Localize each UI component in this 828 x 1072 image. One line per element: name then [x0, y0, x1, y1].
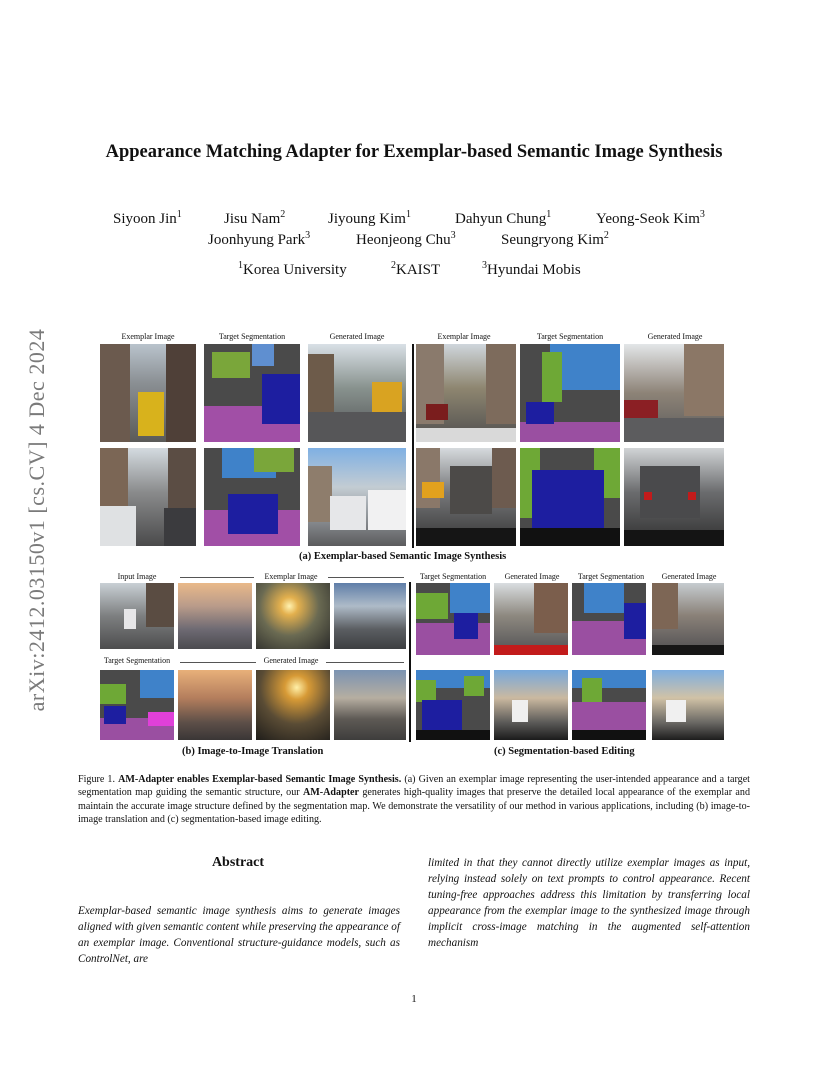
- author-7: [356, 230, 456, 249]
- exemplar-image: [100, 448, 196, 546]
- generated-image: [652, 670, 724, 740]
- generated-image: [624, 448, 724, 546]
- author-sup: 3: [305, 230, 311, 241]
- generated-image: [256, 670, 330, 740]
- caption-bold: AM-Adapter: [302, 787, 360, 799]
- author-name: Yeong-Seok Kim: [596, 211, 700, 227]
- affiliation-name: KAIST: [396, 262, 441, 278]
- affiliation-sup: 2: [391, 260, 396, 271]
- exemplar-image: [416, 344, 516, 442]
- author-name: Jiyoung Kim: [328, 211, 406, 227]
- page-number: 1: [411, 993, 417, 1005]
- input-image: [100, 583, 174, 649]
- target-segmentation: [204, 448, 300, 546]
- affiliation-sup: 1: [238, 260, 243, 271]
- affiliation-1: [238, 260, 347, 279]
- author-name: Jisu Nam: [224, 211, 281, 227]
- col-label-target-2: Target Segmentation: [536, 332, 604, 341]
- caption-text: generates high-quality images that preserve the detailed local appearance of the exemplar and maintain the accurate image structure defined by the segmentation map. We demonstrate the versatility of our method in various applications, including (b) image-to-image translation and (c) segmentation-based image editing.: [78, 787, 750, 826]
- caption-b: (b) Image-to-Image Translation: [182, 746, 324, 757]
- paper-title: Appearance Matching Adapter for Exemplar-based Semantic Image Synthesis: [105, 142, 723, 162]
- author-6: [208, 230, 310, 249]
- abstract-heading: Abstract: [211, 855, 265, 870]
- author-name: Joonhyung Park: [208, 232, 306, 248]
- label-generated-image: Generated Image: [661, 572, 717, 581]
- exemplar-image: [334, 583, 406, 649]
- affiliation-2: [391, 260, 440, 279]
- label-target-segmentation: Target Segmentation: [577, 572, 645, 581]
- affiliation-sup: 3: [482, 260, 487, 271]
- figure-divider: [412, 344, 414, 548]
- target-segmentation: [572, 583, 646, 655]
- figure-caption: [78, 773, 750, 827]
- bracket-line: [180, 577, 254, 578]
- bracket-line: [326, 662, 404, 663]
- caption-bold: AM-Adapter enables Exemplar-based Semantic Image Synthesis.: [118, 774, 402, 785]
- author-sup: 2: [603, 230, 609, 241]
- label-target-segmentation: Target Segmentation: [103, 656, 171, 665]
- author-sup: 1: [546, 209, 552, 220]
- right-column-text: limited in that they cannot directly utilize exemplar images as input, relying instead solely on text prompts to control appearance. Recent tuning-free approaches address this limitation by transferring local appearance from the exemplar image to the synthesized image through implicit cross-image matching in the augmented self-attention mechanism: [428, 857, 750, 949]
- col-label-generated-2: Generated Image: [647, 332, 703, 341]
- arxiv-stamp: arXiv:2412.03150v1 [cs.CV] 4 Dec 2024: [24, 328, 49, 712]
- generated-image: [178, 670, 252, 740]
- author-sup: 3: [699, 209, 705, 220]
- caption-prefix: Figure 1.: [78, 774, 119, 785]
- generated-image: [308, 344, 406, 442]
- col-label-target-1: Target Segmentation: [218, 332, 286, 341]
- label-generated-image: Generated Image: [263, 656, 319, 665]
- author-1: [113, 209, 182, 228]
- generated-image: [334, 670, 406, 740]
- label-exemplar-image: Exemplar Image: [264, 572, 318, 581]
- target-segmentation: [100, 670, 174, 740]
- exemplar-image: [178, 583, 252, 649]
- exemplar-image: [256, 583, 330, 649]
- col-label-exemplar-2: Exemplar Image: [437, 332, 491, 341]
- affiliation-3: [482, 260, 581, 279]
- author-sup: 1: [176, 209, 182, 220]
- author-name: Dahyun Chung: [455, 211, 547, 227]
- author-sup: 2: [280, 209, 286, 220]
- author-name: Siyoon Jin: [113, 211, 177, 227]
- caption-text: (a) Given an exemplar image representing the user-intended appearance and a target segmentation map guiding the semantic structure, our: [78, 774, 750, 799]
- exemplar-image: [100, 344, 196, 442]
- author-3: [328, 209, 411, 228]
- author-sup: 3: [450, 230, 456, 241]
- abstract-text: Exemplar-based semantic image synthesis aims to generate images aligned with given semantic content while preserving the appearance of an exemplar image. Conventional structure-guidance models, such as ControlNet, are: [78, 905, 400, 965]
- bracket-line: [328, 577, 404, 578]
- bracket-line: [180, 662, 256, 663]
- author-4: [455, 209, 551, 228]
- generated-image: [624, 344, 724, 442]
- target-segmentation: [520, 344, 620, 442]
- label-target-segmentation: Target Segmentation: [419, 572, 487, 581]
- caption-c: (c) Segmentation-based Editing: [494, 746, 635, 757]
- author-5: [596, 209, 705, 228]
- author-2: [224, 209, 285, 228]
- author-sup: 1: [405, 209, 411, 220]
- col-label-generated-1: Generated Image: [329, 332, 385, 341]
- author-8: [501, 230, 609, 249]
- target-segmentation: [204, 344, 300, 442]
- exemplar-image: [416, 448, 516, 546]
- affiliation-name: Korea University: [243, 262, 347, 278]
- generated-image: [494, 670, 568, 740]
- target-segmentation: [416, 583, 490, 655]
- label-generated-image: Generated Image: [504, 572, 560, 581]
- label-input-image: Input Image: [117, 572, 157, 581]
- col-label-exemplar-1: Exemplar Image: [121, 332, 175, 341]
- author-name: Heonjeong Chu: [356, 232, 451, 248]
- generated-image: [652, 583, 724, 655]
- target-segmentation: [416, 670, 490, 740]
- generated-image: [494, 583, 568, 655]
- generated-image: [308, 448, 406, 546]
- figure-divider: [409, 582, 411, 742]
- target-segmentation: [520, 448, 620, 546]
- author-name: Seungryong Kim: [501, 232, 604, 248]
- caption-a: (a) Exemplar-based Semantic Image Synthesis: [299, 551, 507, 562]
- affiliation-name: Hyundai Mobis: [487, 262, 581, 278]
- target-segmentation: [572, 670, 646, 740]
